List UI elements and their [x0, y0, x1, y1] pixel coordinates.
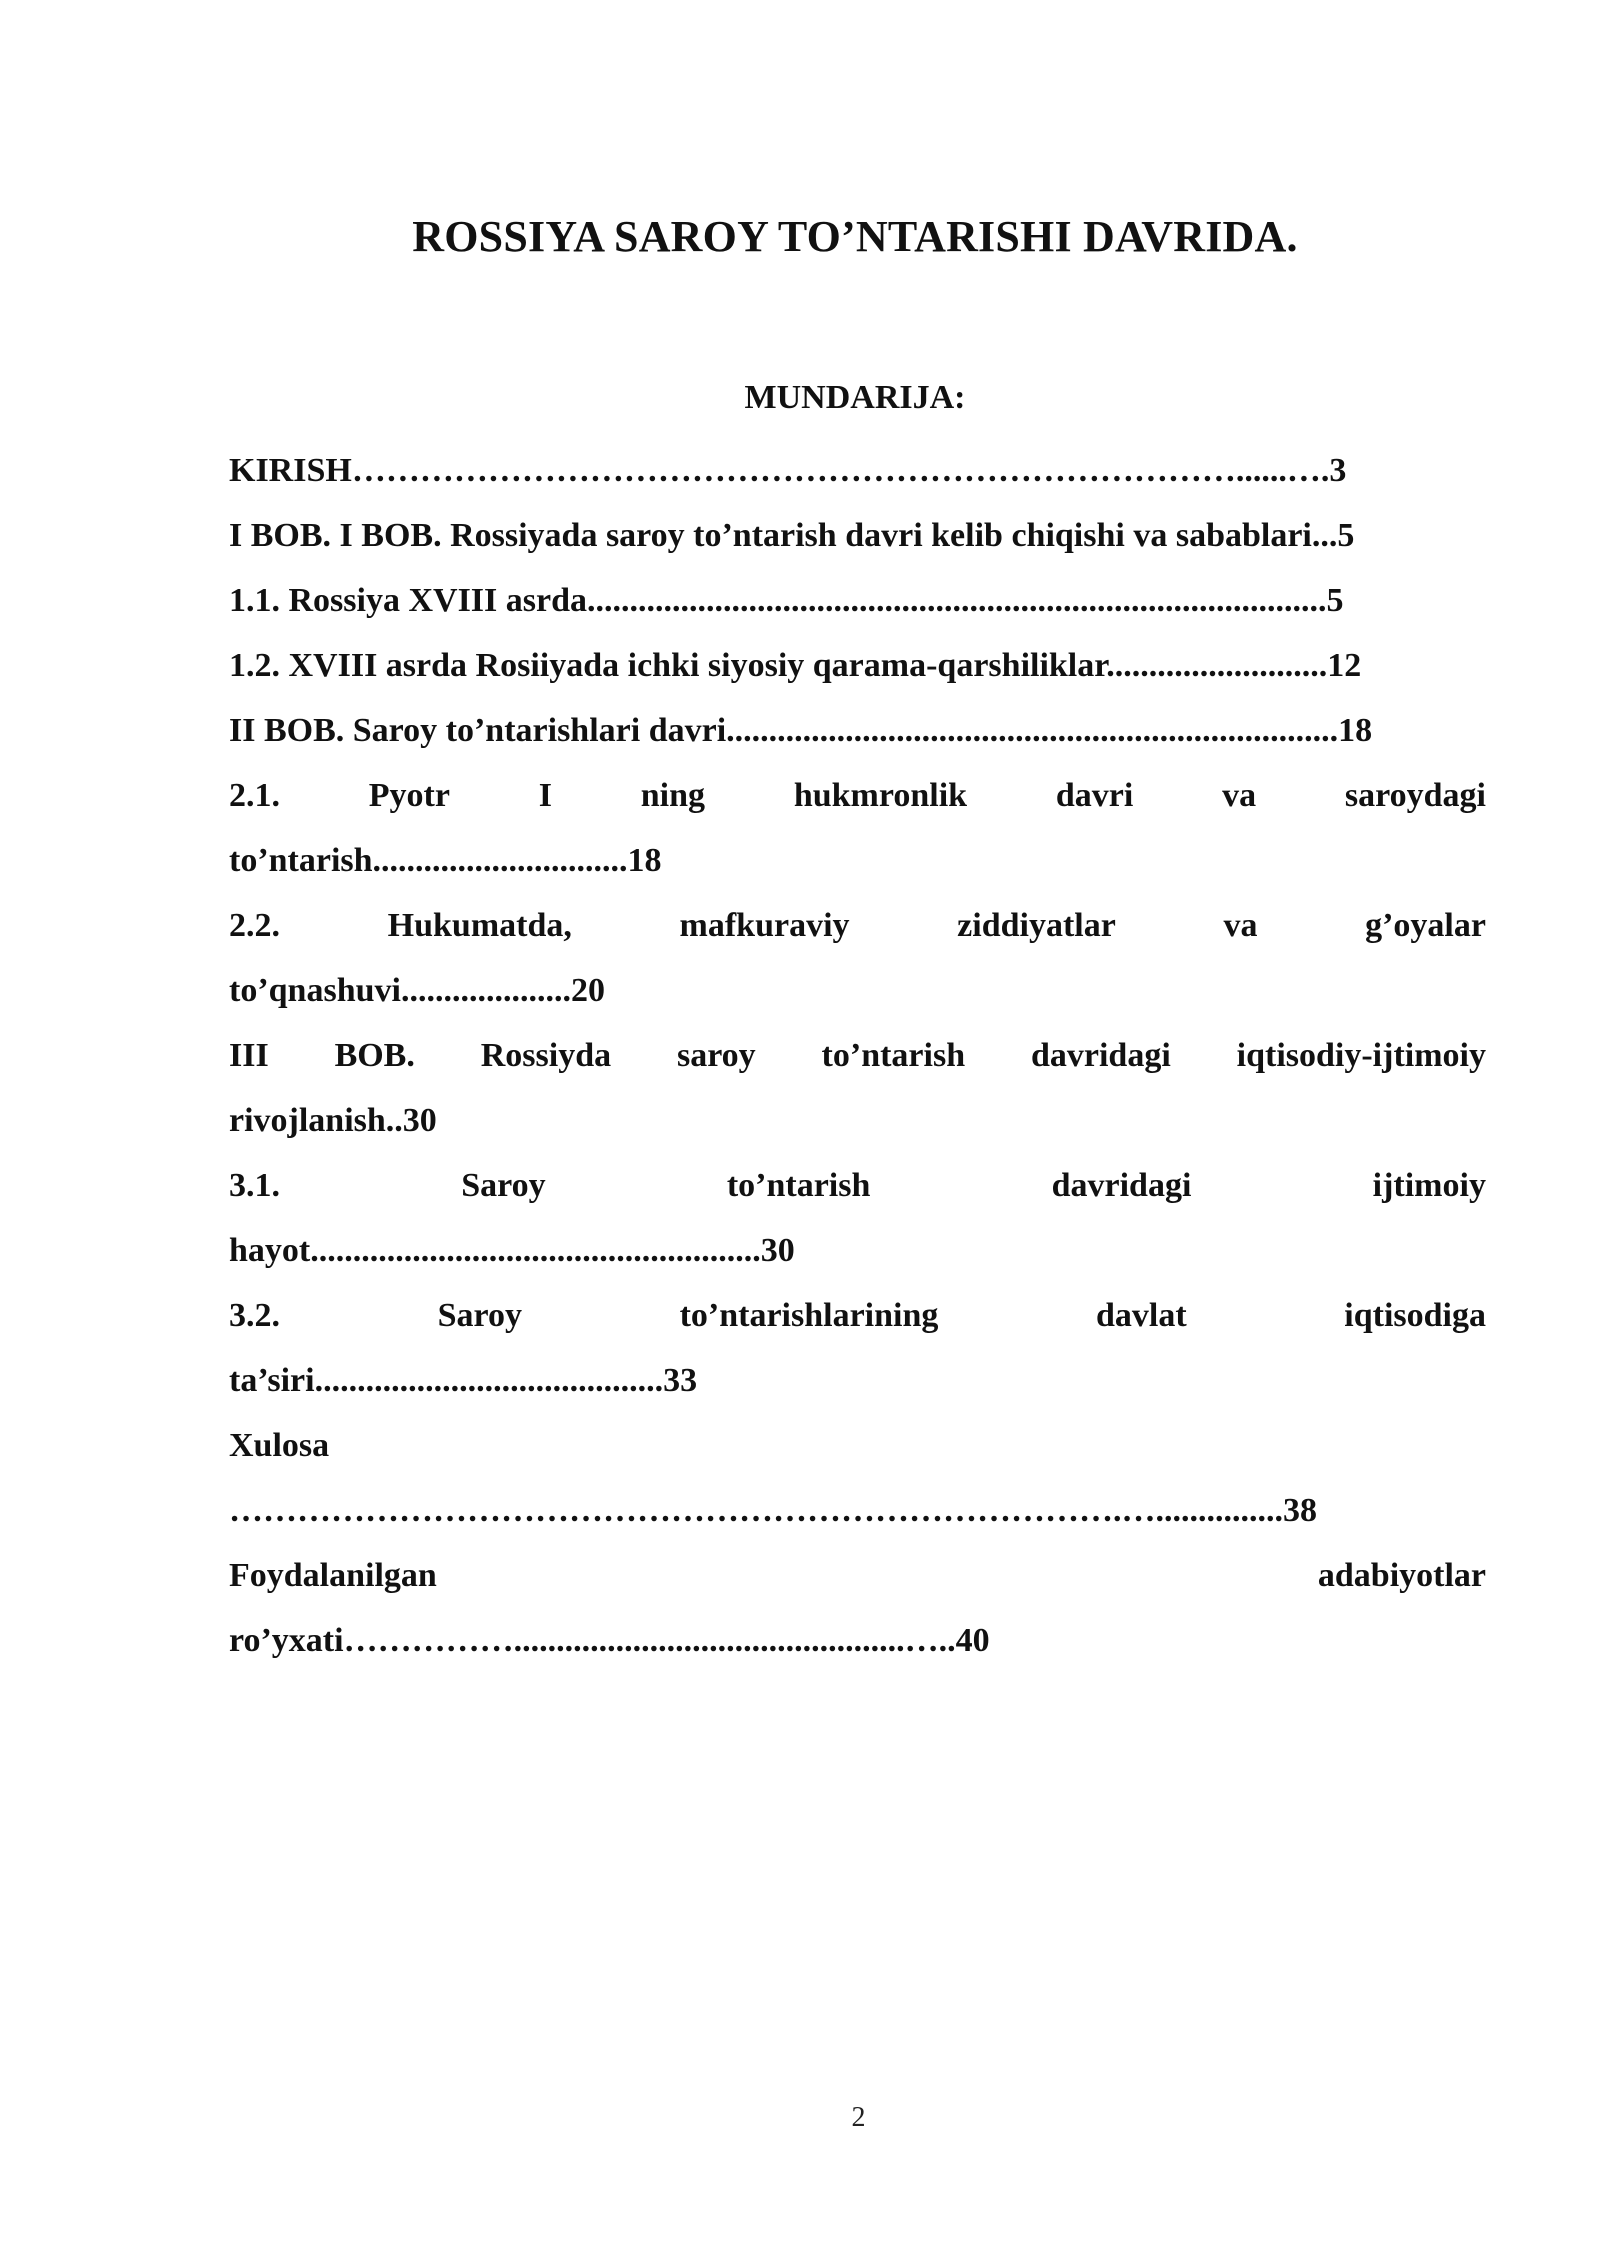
toc-word: Saroy — [437, 1297, 522, 1334]
toc-entry-kirish: KIRISH……………………………………………………………………......….3 — [229, 452, 1347, 489]
toc-entry-3-2 — [229, 1283, 1486, 1348]
toc-word: ijtimoiy — [1372, 1167, 1486, 1204]
toc-word: to’ntarish — [726, 1167, 871, 1204]
toc-word: g’oyalar — [1365, 907, 1486, 944]
toc-word: Foydalanilgan — [229, 1557, 437, 1594]
toc-entry-3-1-continued: hayot.....................................................30 — [229, 1232, 795, 1269]
table-of-contents — [229, 438, 1486, 1673]
toc-entry-1-1: 1.1. Rossiya XVIII asrda.......................................................................................5 — [229, 582, 1344, 619]
toc-word: ziddiyatlar — [957, 907, 1116, 944]
toc-entry-2-2 — [229, 893, 1486, 958]
toc-word: Saroy — [461, 1167, 546, 1204]
toc-entry-1-2: 1.2. XVIII asrda Rosiiyada ichki siyosiy qarama-qarshiliklar..........................12 — [229, 647, 1362, 684]
toc-entry-2-1-continued: to’ntarish..............................18 — [229, 842, 662, 879]
toc-entry-3-2-continued: ta’siri.........................................33 — [229, 1362, 698, 1399]
toc-word: ning — [640, 777, 706, 814]
toc-word: davri — [1055, 777, 1134, 814]
toc-word: saroydagi — [1344, 777, 1486, 814]
toc-word: 3.2. — [229, 1297, 280, 1334]
toc-entry-chapter-3-continued: rivojlanish..30 — [229, 1102, 437, 1139]
toc-word: iqtisodiga — [1344, 1297, 1486, 1334]
toc-word: va — [1222, 777, 1257, 814]
toc-word: 2.1. — [229, 777, 280, 814]
toc-word: adabiyotlar — [1317, 1557, 1486, 1594]
toc-word: Pyotr — [368, 777, 450, 814]
toc-word: Hukumatda, — [387, 907, 572, 944]
page-number: 2 — [851, 2102, 866, 2133]
toc-word: davridagi — [1030, 1037, 1171, 1074]
toc-word: davridagi — [1051, 1167, 1192, 1204]
document-title: ROSSIYA SAROY TO’NTARISHI DAVRIDA. — [412, 212, 1298, 261]
toc-entry-references-continued: ro’yxati……………..............................................…..40 — [229, 1622, 990, 1659]
toc-word: to’ntarishlarining — [679, 1297, 939, 1334]
toc-word: 3.1. — [229, 1167, 280, 1204]
toc-entry-3-1 — [229, 1153, 1486, 1218]
toc-heading: MUNDARIJA: — [744, 379, 966, 416]
toc-word: III — [229, 1037, 269, 1074]
toc-entry-chapter-3 — [229, 1023, 1486, 1088]
toc-word: to’ntarish — [821, 1037, 966, 1074]
toc-word: Rossiyda — [480, 1037, 612, 1074]
toc-entry-chapter-2: II BOB. Saroy to’ntarishlari davri........................................................................18 — [229, 712, 1373, 749]
toc-word: mafkuraviy — [679, 907, 850, 944]
toc-word: hukmronlik — [793, 777, 968, 814]
toc-entry-2-1 — [229, 763, 1486, 828]
toc-word: I — [538, 777, 552, 814]
toc-word: BOB. — [334, 1037, 415, 1074]
toc-entry-2-2-continued: to’qnashuvi....................20 — [229, 972, 605, 1009]
toc-entry-references — [229, 1543, 1486, 1608]
toc-word: davlat — [1095, 1297, 1187, 1334]
toc-entry-xulosa: Xulosa — [229, 1427, 330, 1464]
toc-entry-chapter-1: I BOB. I BOB. Rossiyada saroy to’ntarish davri kelib chiqishi va sabablari...5 — [229, 517, 1355, 554]
toc-word: iqtisodiy-ijtimoiy — [1236, 1037, 1486, 1074]
toc-word: 2.2. — [229, 907, 280, 944]
toc-entry-xulosa-continued: …………………………………………………………………….…...............38 — [229, 1492, 1317, 1529]
toc-word: va — [1223, 907, 1258, 944]
toc-word: saroy — [676, 1037, 756, 1074]
